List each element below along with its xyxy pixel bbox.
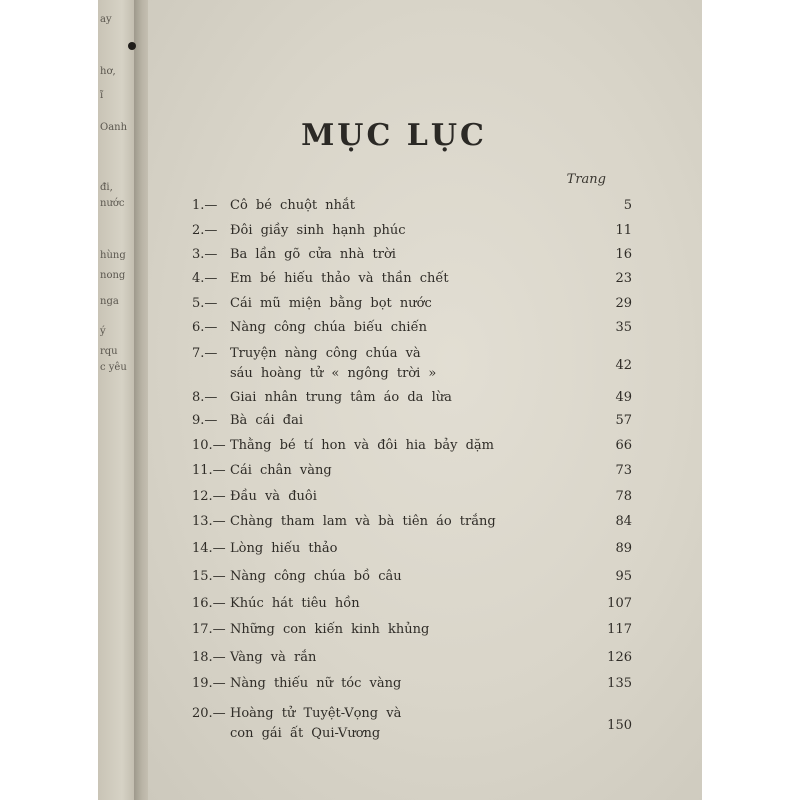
entry-number: 6.—: [192, 320, 218, 335]
entry-number: 15.—: [192, 569, 226, 584]
entry-number: 14.—: [192, 541, 226, 556]
entry-number: 19.—: [192, 676, 226, 691]
entry-number: 2.—: [192, 223, 218, 238]
entry-title: Bà cái đai: [230, 413, 303, 428]
entry-number: 8.—: [192, 390, 218, 405]
left-page-fragment: nước: [100, 198, 125, 209]
entry-page: 84: [615, 514, 632, 529]
binding-dot: [128, 42, 136, 50]
entry-title: Đầu và đuôi: [230, 489, 317, 504]
entry-number: 16.—: [192, 596, 226, 611]
entry-number: 4.—: [192, 271, 218, 286]
entry-title: Nàng công chúa bồ câu: [230, 569, 402, 584]
entry-page: 95: [615, 569, 632, 584]
entry-page: 73: [615, 463, 632, 478]
entry-title: Khúc hát tiêu hồn: [230, 596, 360, 611]
entry-number: 10.—: [192, 438, 226, 453]
entry-page: 66: [615, 438, 632, 453]
left-page-fragment: hơ,: [100, 66, 116, 77]
left-page-fragment: nong: [100, 270, 126, 281]
entry-page: 23: [615, 271, 632, 286]
entry-title: Cô bé chuột nhắt: [230, 198, 355, 213]
entry-page: 78: [615, 489, 632, 504]
entry-number: 11.—: [192, 463, 226, 478]
left-page-fragment: c yêu: [100, 362, 127, 373]
left-page-fragment: Oanh: [100, 122, 128, 133]
entry-number: 17.—: [192, 622, 226, 637]
entry-number: 5.—: [192, 296, 218, 311]
entry-title: Lòng hiếu thảo: [230, 541, 338, 556]
entry-page: 11: [615, 223, 632, 238]
entry-title-line2: con gái ất Qui-Vương: [230, 726, 381, 741]
entry-page: 16: [615, 247, 632, 262]
entry-page: 89: [615, 541, 632, 556]
left-page-fragment: hùng: [100, 250, 126, 261]
entry-number: 20.—: [192, 706, 226, 721]
entry-number: 7.—: [192, 346, 218, 361]
entry-title: Giai nhân trung tâm áo da lừa: [230, 390, 452, 405]
left-page-fragment: ý: [100, 326, 106, 337]
entry-title: Cái mũ miện bằng bọt nước: [230, 296, 432, 311]
left-page-fragment: ay: [100, 14, 112, 25]
entry-page: 35: [615, 320, 632, 335]
entry-title: Nàng công chúa biếu chiến: [230, 320, 427, 335]
toc-title: MỤC LỤC: [301, 118, 487, 153]
entry-title: Chàng tham lam và bà tiên áo trắng: [230, 514, 496, 529]
entry-number: 3.—: [192, 247, 218, 262]
entry-page: 29: [615, 296, 632, 311]
entry-number: 13.—: [192, 514, 226, 529]
entry-title: Em bé hiếu thảo và thần chết: [230, 271, 449, 286]
left-page-fragment: ĩ: [100, 90, 104, 101]
entry-page: 42: [615, 358, 632, 373]
left-page-edge: [98, 0, 138, 800]
entry-number: 18.—: [192, 650, 226, 665]
entry-title: Vàng và rắn: [230, 650, 317, 665]
entry-page: 49: [615, 390, 632, 405]
entry-page: 57: [615, 413, 632, 428]
page-column-header: Trang: [566, 172, 606, 187]
left-page-fragment: rqu: [100, 346, 118, 357]
entry-title: Nàng thiếu nữ tóc vàng: [230, 676, 402, 691]
left-page-fragment: đi,: [100, 182, 113, 193]
left-page-fragment: nga: [100, 296, 119, 307]
entry-title: Thằng bé tí hon và đôi hia bảy dặm: [230, 438, 495, 453]
entry-title: Truyện nàng công chúa và: [230, 346, 421, 361]
entry-page: 135: [607, 676, 632, 691]
entry-number: 9.—: [192, 413, 218, 428]
entry-page: 117: [607, 622, 632, 637]
white-margin: [702, 0, 800, 800]
entry-number: 1.—: [192, 198, 218, 213]
entry-title: Cái chân vàng: [230, 463, 332, 478]
entry-title: Những con kiến kinh khủng: [230, 622, 430, 637]
entry-title: Hoàng tử Tuyệt-Vọng và: [230, 706, 402, 721]
entry-page: 5: [623, 198, 632, 213]
entry-page: 126: [607, 650, 632, 665]
entry-page: 107: [607, 596, 632, 611]
entry-page: 150: [607, 718, 632, 733]
entry-title: Đôi giầy sinh hạnh phúc: [230, 223, 406, 238]
entry-number: 12.—: [192, 489, 226, 504]
entry-title-line2: sáu hoàng tử « ngông trời »: [230, 366, 437, 381]
entry-title: Ba lần gõ cửa nhà trời: [230, 247, 396, 262]
